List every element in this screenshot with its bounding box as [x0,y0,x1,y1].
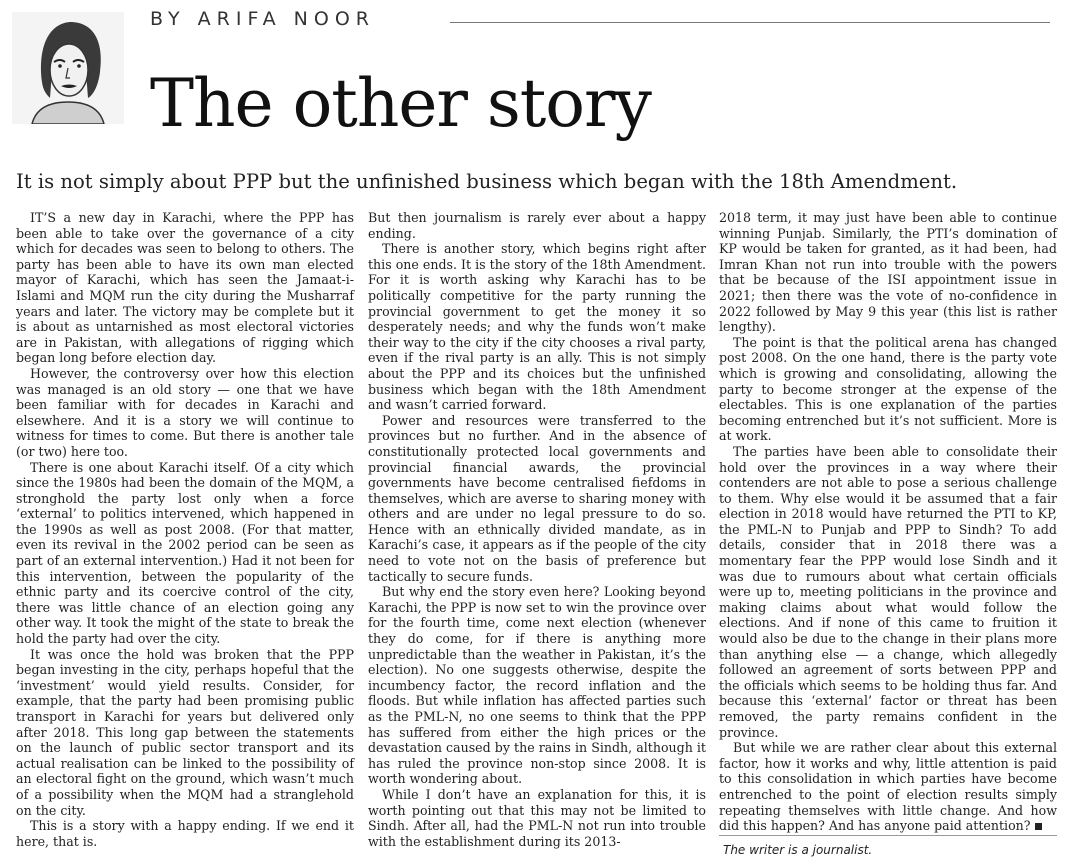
standfirst: It is not simply about PPP but the unfinished business which began with the 18th Amendment. [16,170,958,193]
paragraph: The parties have been able to consolidate their hold over the provinces in a way where their contenders are not able to pose a serious challenge to them. Why else would it be assumed that a fair election in 2018 would have returned the PTI to KP, the PML-N to Punjab and PPP to Sindh? To add details, consider that in 2018 there was a momentary fear the PPP would lose Sindh and it was due to rumours about what certain officials were up to, meeting politicians in the province and making claims about what would follow the elections. And if none of this came to fruition it would also be due to the change in their plans more than anything else — a change, which allegedly followed an agreement of sorts between PPP and the officials which seems to be holding thus far. And because this ‘external’ factor or threat has been removed, the party remains confident in the province. [719,443,1057,740]
paragraph: 2018 term, it may just have been able to continue winning Punjab. Similarly, the PTI’s domination of KP would be taken for granted, as it had been, had Imran Khan not run into trouble with the powers that be because of the ISI appointment issue in 2021; then there was the vote of no-confidence in 2022 followed by May 9 this year (this list is rather lengthy). [719,210,1057,335]
byline-bar [0,0,1080,40]
author-portrait-sketch [12,12,124,124]
paragraph: However, the controversy over how this election was managed is an old story — one that we have been familiar with for decades in Karachi and elsewhere. And it is a story we will continue to witness for times to come. But there is another tale (or two) here too. [16,365,354,459]
author-credit: The writer is a journalist. [723,843,873,857]
article-column-3 [719,210,1057,834]
paragraph: There is another story, which begins right after this one ends. It is the story of the 18th Amendment. For it is worth asking why Karachi has to be politically competitive for the party running the provincial government to get the money it so desperately needs; and why the funds won’t make their way to the city if the city chooses a rival party, even if the rival party is an ally. This is not simply about the PPP and its choices but the unfinished business which began with the 18th Amendment and wasn’t carried forward. [368,241,706,413]
paragraph-final-text: But while we are rather clear about this external factor, how it works and why, little attention is paid to this consolidation in which parties have become entrenched to the point of election results simply repeating themselves with little change. And how did this happen? And has anyone paid attention? [719,740,1057,834]
paragraph: There is one about Karachi itself. Of a city which since the 1980s had been the domain of the MQM, a stronghold the party lost only when a force ‘external’ to politics intervened, which happened in the 1990s as well as post 2008. (For that matter, even its revival in the 2002 period can be seen as part of an external intervention.) Had it not been for this intervention, between the popularity of the ethnic party and its coercive control of the city, there was little chance of an election going any other way. It took the might of the state to break the hold the party had over the city. [16,459,354,647]
author-portrait [12,12,124,124]
paragraph: Power and resources were transferred to the provinces but no further. And in the absence of constitutionally protected local governments and provincial financial awards, the provincial governments have become centralised fiefdoms in themselves, which are averse to sharing money with others and are under no legal pressure to do so. Hence with an ethnically divided mandate, as in Karachi’s case, it appears as if the people of the city need to vote not on the basis of preference but tactically to secure funds. [368,412,706,584]
article-column-2 [368,210,706,849]
paragraph-final [719,740,1057,834]
footer-rule [719,835,1057,836]
paragraph: This is a story with a happy ending. If we end it here, that is. [16,818,354,849]
paragraph: It was once the hold was broken that the PPP began investing in the city, perhaps hopeful that the ‘investment’ would yield results. Consider, for example, that the party had been promising public transport in Karachi for years but delivered only after 2018. This long gap between the statements on the launch of public sector transport and its actual realisation can be linked to the possibility of an electoral fight on the ground, which wasn’t much of a possibility when the MQM had a stranglehold on the city. [16,646,354,818]
paragraph: IT’S a new day in Karachi, where the PPP has been able to take over the governance of a city which for decades was seen to belong to others. The party has been able to have its own man elected mayor of Karachi, which has seen the Jamaat-i-Islami and MQM run the city during the Musharraf years and later. The victory may be complete but it is about as untarnished as most electoral victories are in Pakistan, with allegations of rigging which began long before election day. [16,210,354,366]
byline: BY ARIFA NOOR [150,8,375,30]
paragraph: But why end the story even here? Looking beyond Karachi, the PPP is now set to win the province over for the fourth time, come next election (whenever they do come, for if there is anything more unpredictable than the weather in Pakistan, it’s the election). No one suggests otherwise, despite the incumbency factor, the record inflation and the floods. But while inflation has affected parties such as the PML-N, no one seems to think that the PPP has suffered from either the high prices or the devastation caused by the rains in Sindh, although it has ruled the province non-stop since 2008. It is worth wondering about. [368,584,706,787]
paragraph: But then journalism is rarely ever about a happy ending. [368,210,706,241]
paragraph: While I don’t have an explanation for this, it is worth pointing out that this may not be limited to Sindh. After all, had the PML-N not run into trouble with the establishment during its 2013- [368,786,706,849]
headline: The other story [150,65,651,142]
paragraph: The point is that the political arena has changed post 2008. On the one hand, there is the party vote which is growing and consolidating, allowing the party to become stronger at the expense of the electables. This is one explanation of the parties becoming entrenched but it’s not sufficient. More is at work. [719,334,1057,444]
article-column-1 [16,210,354,849]
end-mark-icon [1035,823,1042,830]
byline-rule [450,22,1050,23]
